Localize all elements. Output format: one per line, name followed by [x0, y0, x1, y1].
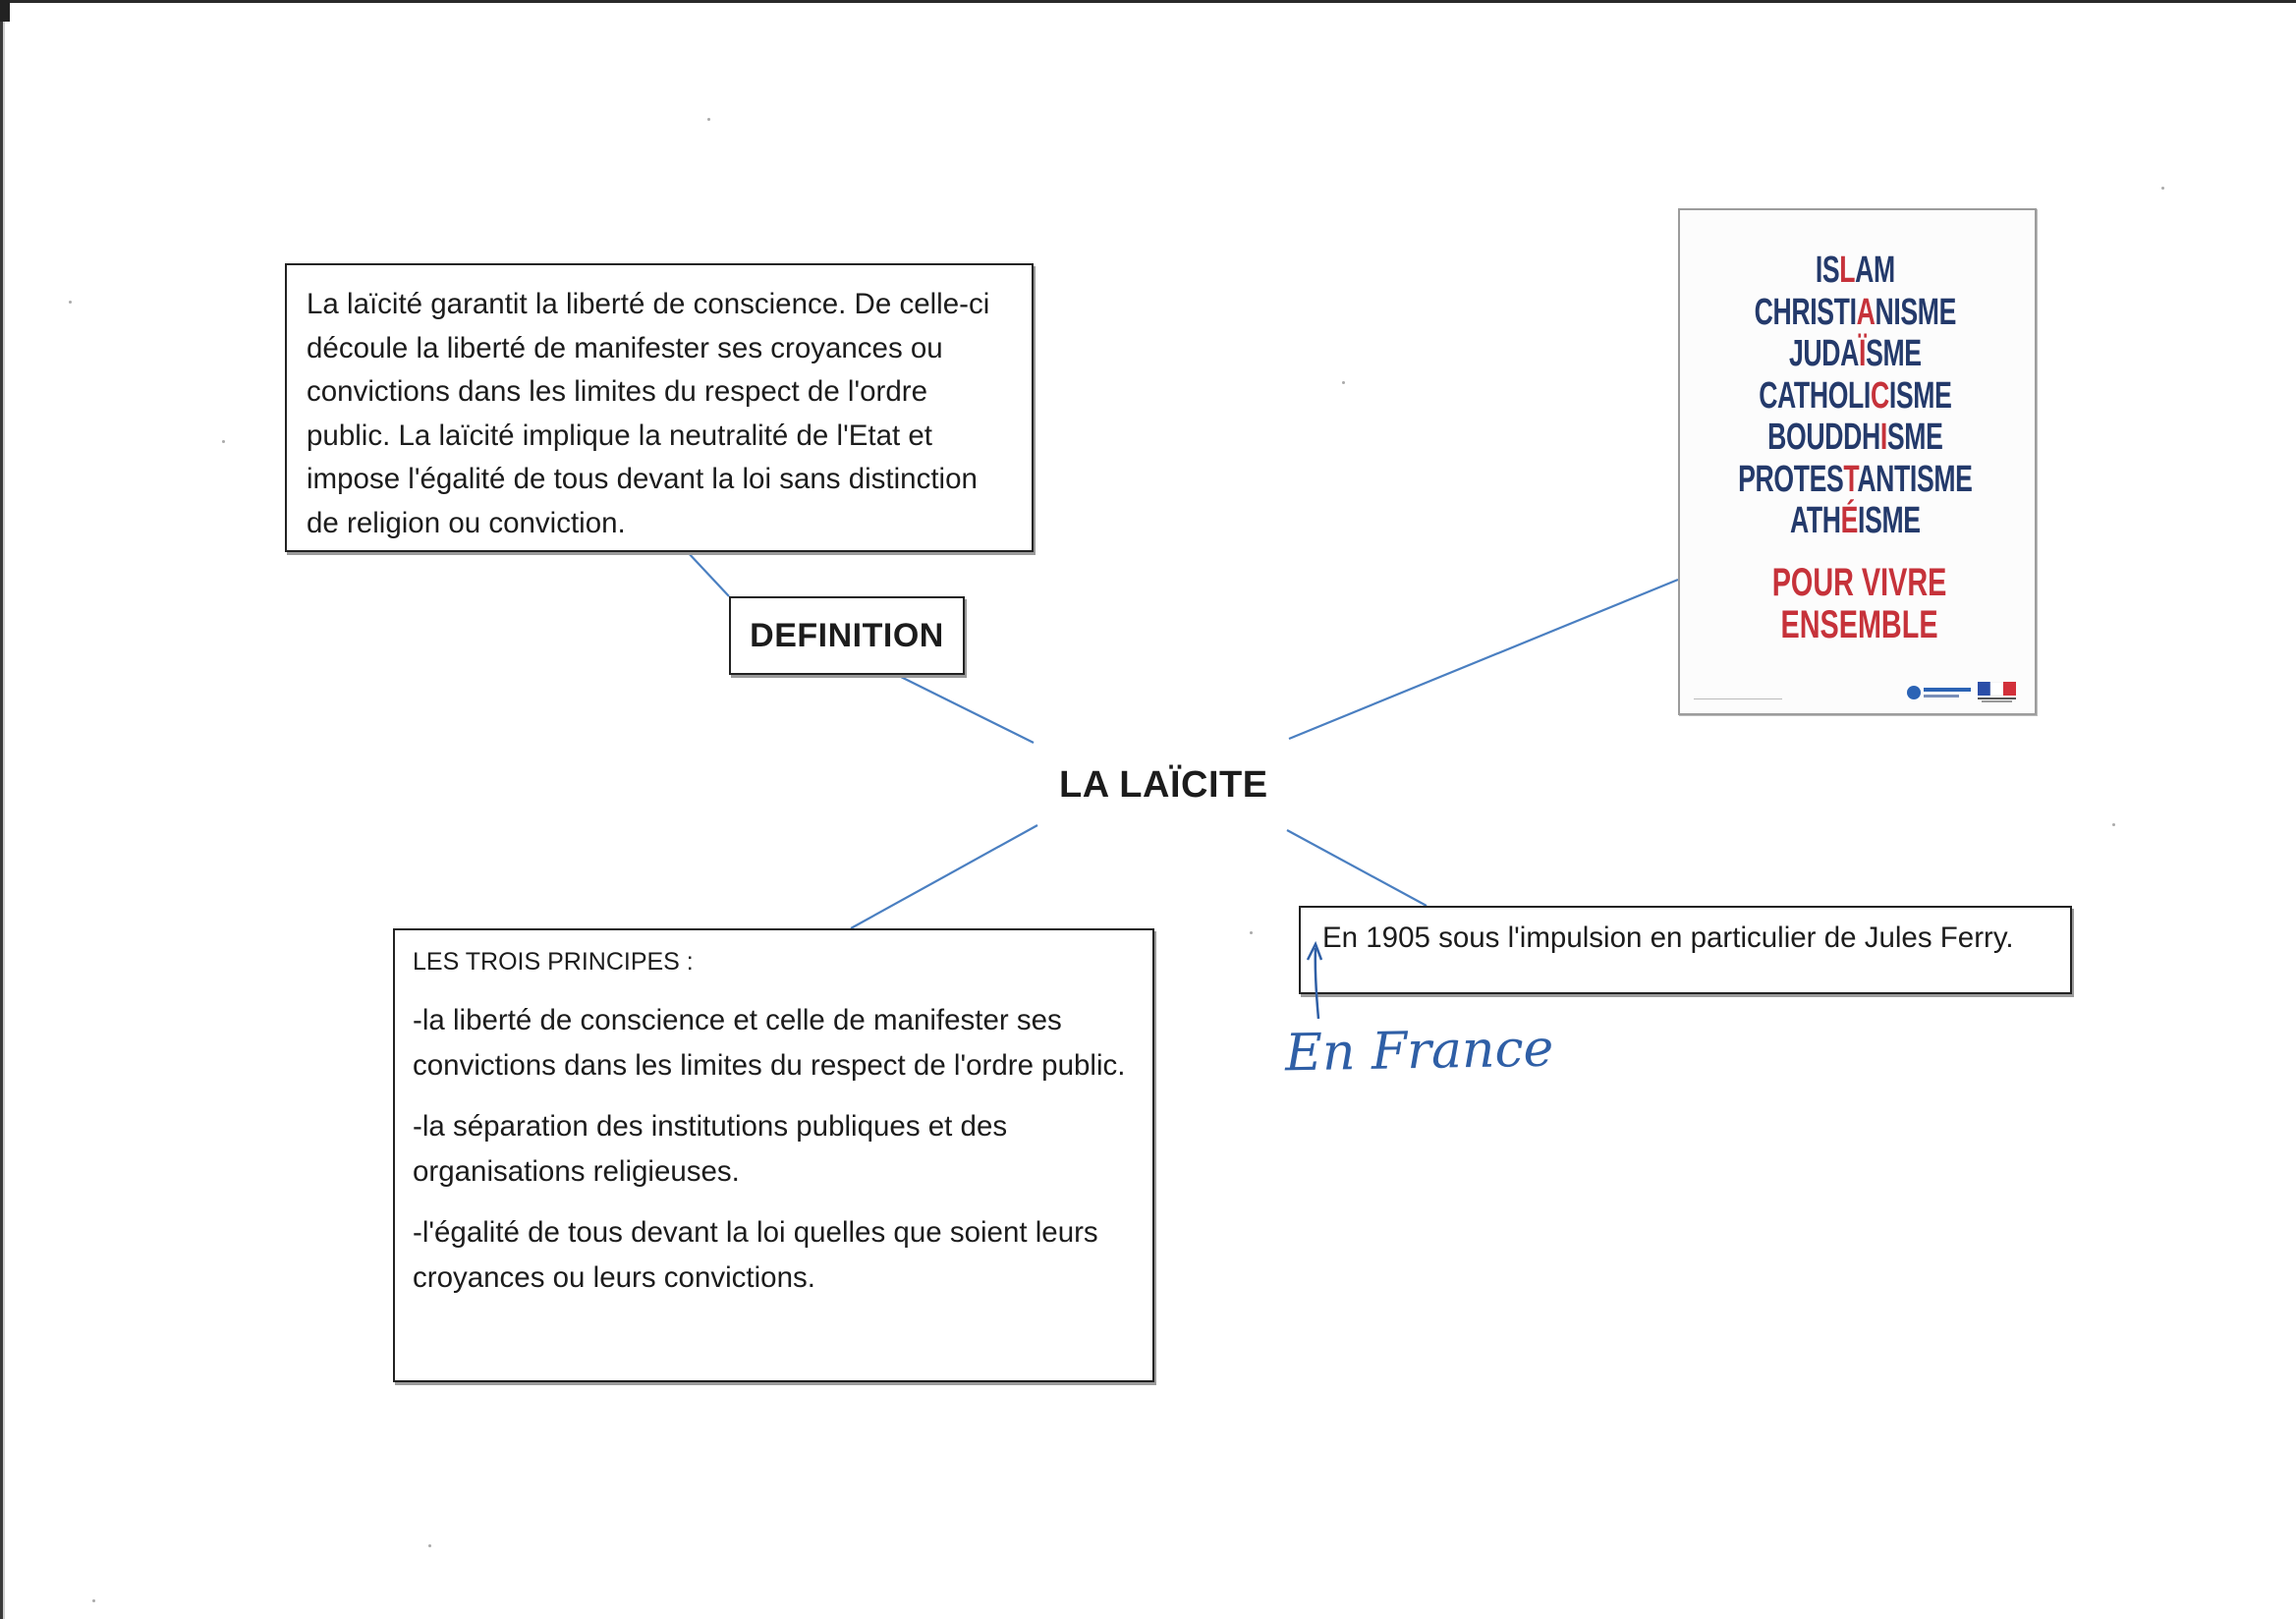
poster-slogan — [1732, 562, 1988, 646]
laicite-poster — [1678, 208, 2037, 715]
connector-definition-center — [899, 676, 1034, 743]
scan-speck — [69, 301, 72, 304]
center-title: LA LAÏCITE — [1059, 764, 1268, 806]
handwritten-note: En France — [1284, 1019, 1554, 1084]
principle-item: -la séparation des institutions publiques et des organisations religieuses. — [413, 1110, 1008, 1188]
poster-word: ATHÉISME — [1789, 500, 1921, 541]
definition-label: DEFINITION — [750, 616, 944, 654]
poster-footer-line — [1694, 698, 1782, 699]
poster-word: JUDAÏSME — [1788, 333, 1922, 374]
poster-word: CATHOLICISME — [1759, 374, 1952, 417]
connector-poster — [1289, 580, 1678, 739]
scan-speck — [222, 440, 225, 443]
poster-word: CHRISTIANISME — [1754, 291, 1956, 333]
scan-speck — [1250, 931, 1253, 934]
principles-heading: LES TROIS PRINCIPES : — [413, 948, 694, 976]
definition-label-box — [729, 596, 965, 675]
definition-text: La laïcité garantit la liberté de conscience. De celle-ci découle la liberté de manifester ses croyances ou convictions dans les limites du respect de l'ordre public. La laïcité implique la neutralité de l'Etat et impose l'égalité de tous devant la loi sans distinction de religion ou conviction. — [307, 288, 990, 539]
poster-slogan-line: POUR VIVRE — [1771, 561, 1947, 604]
scan-speck — [92, 1599, 95, 1602]
observatoire-logo-icon — [1906, 684, 1975, 701]
poster-word: ISLAM — [1815, 250, 1895, 291]
definition-text-box — [285, 263, 1034, 552]
republique-francaise-logo-icon — [1978, 682, 2017, 703]
scan-speck — [1342, 381, 1345, 384]
poster-slogan-line: ENSEMBLE — [1780, 603, 1938, 646]
connector-date — [1287, 830, 1427, 906]
poster-word: PROTESTANTISME — [1738, 458, 1973, 500]
poster-religion-words — [1731, 250, 1980, 542]
principles-box — [393, 928, 1154, 1382]
scan-speck — [2161, 187, 2164, 190]
connector-definition-box — [686, 550, 729, 596]
handwritten-arrow-icon — [1289, 938, 1328, 1022]
date-text: En 1905 sous l'impulsion en particulier de Jules Ferry. — [1322, 921, 2014, 954]
scan-speck — [428, 1544, 431, 1547]
scan-speck — [2112, 823, 2115, 826]
principle-item: -la liberté de conscience et celle de manifester ses convictions dans les limites du respect de l'ordre public. — [413, 1004, 1126, 1082]
scan-speck — [707, 118, 710, 121]
date-box — [1299, 906, 2072, 994]
poster-word: BOUDDHISME — [1767, 417, 1943, 458]
principle-item: -l'égalité de tous devant la loi quelles que soient leurs croyances ou leurs convictions. — [413, 1216, 1098, 1294]
connector-principles — [851, 825, 1037, 928]
